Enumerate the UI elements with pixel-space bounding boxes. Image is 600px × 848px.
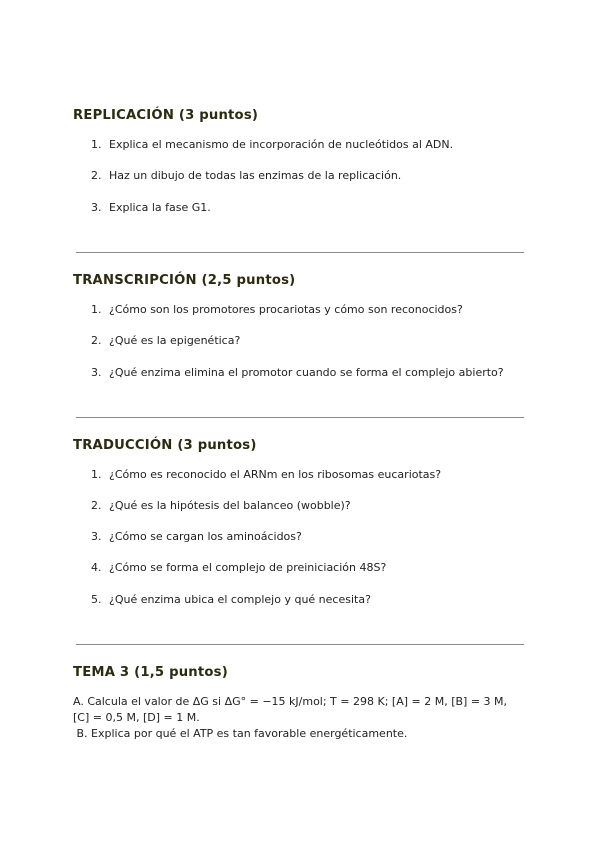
section-title-tema3: TEMA 3 (1,5 puntos) <box>73 665 228 680</box>
question-item <box>91 530 302 544</box>
tema3-question-a-line1: A. Calcula el valor de ΔG si ΔG° = −15 kJ/mol; T = 298 K; [A] = 2 M, [B] = 3 M, <box>73 695 508 708</box>
question-text: ¿Qué es la epigenética? <box>109 334 241 347</box>
question-number: 2. <box>91 334 102 347</box>
section-divider <box>76 644 524 645</box>
question-item <box>91 303 463 317</box>
question-item <box>91 169 401 183</box>
question-number: 1. <box>91 303 102 316</box>
question-text: Explica el mecanismo de incorporación de nucleótidos al ADN. <box>109 138 454 151</box>
section-divider <box>76 252 524 253</box>
section-title-transcripcion: TRANSCRIPCIÓN (2,5 puntos) <box>73 273 296 288</box>
question-number: 3. <box>91 366 102 379</box>
question-text: ¿Cómo son los promotores procariotas y cómo son reconocidos? <box>109 303 463 316</box>
question-number: 3. <box>91 201 102 214</box>
question-text: ¿Cómo se forma el complejo de preiniciación 48S? <box>109 561 387 574</box>
section-title-traduccion: TRADUCCIÓN (3 puntos) <box>73 438 257 453</box>
question-number: 2. <box>91 169 102 182</box>
question-text: ¿Qué es la hipótesis del balanceo (wobble)? <box>109 499 351 512</box>
question-number: 2. <box>91 499 102 512</box>
question-item <box>91 138 453 152</box>
question-item <box>91 593 371 607</box>
question-item <box>91 366 504 380</box>
question-text: ¿Cómo es reconocido el ARNm en los ribosomas eucariotas? <box>109 468 442 481</box>
question-number: 1. <box>91 138 102 151</box>
section-divider <box>76 417 524 418</box>
question-item <box>91 561 386 575</box>
question-item <box>91 468 441 482</box>
question-item <box>91 334 240 348</box>
question-number: 4. <box>91 561 102 574</box>
question-text: Explica la fase G1. <box>109 201 211 214</box>
section-title-replicacion: REPLICACIÓN (3 puntos) <box>73 108 259 123</box>
question-text: ¿Cómo se cargan los aminoácidos? <box>109 530 302 543</box>
question-text: Haz un dibujo de todas las enzimas de la replicación. <box>109 169 402 182</box>
question-item <box>91 499 351 513</box>
tema3-question-b: B. Explica por qué el ATP es tan favorable energéticamente. <box>73 727 408 740</box>
question-number: 3. <box>91 530 102 543</box>
question-number: 5. <box>91 593 102 606</box>
question-text: ¿Qué enzima ubica el complejo y qué necesita? <box>109 593 371 606</box>
question-number: 1. <box>91 468 102 481</box>
question-text: ¿Qué enzima elimina el promotor cuando se forma el complejo abierto? <box>109 366 504 379</box>
tema3-question-a-line2: [C] = 0,5 M, [D] = 1 M. <box>73 711 200 724</box>
question-item <box>91 201 211 215</box>
